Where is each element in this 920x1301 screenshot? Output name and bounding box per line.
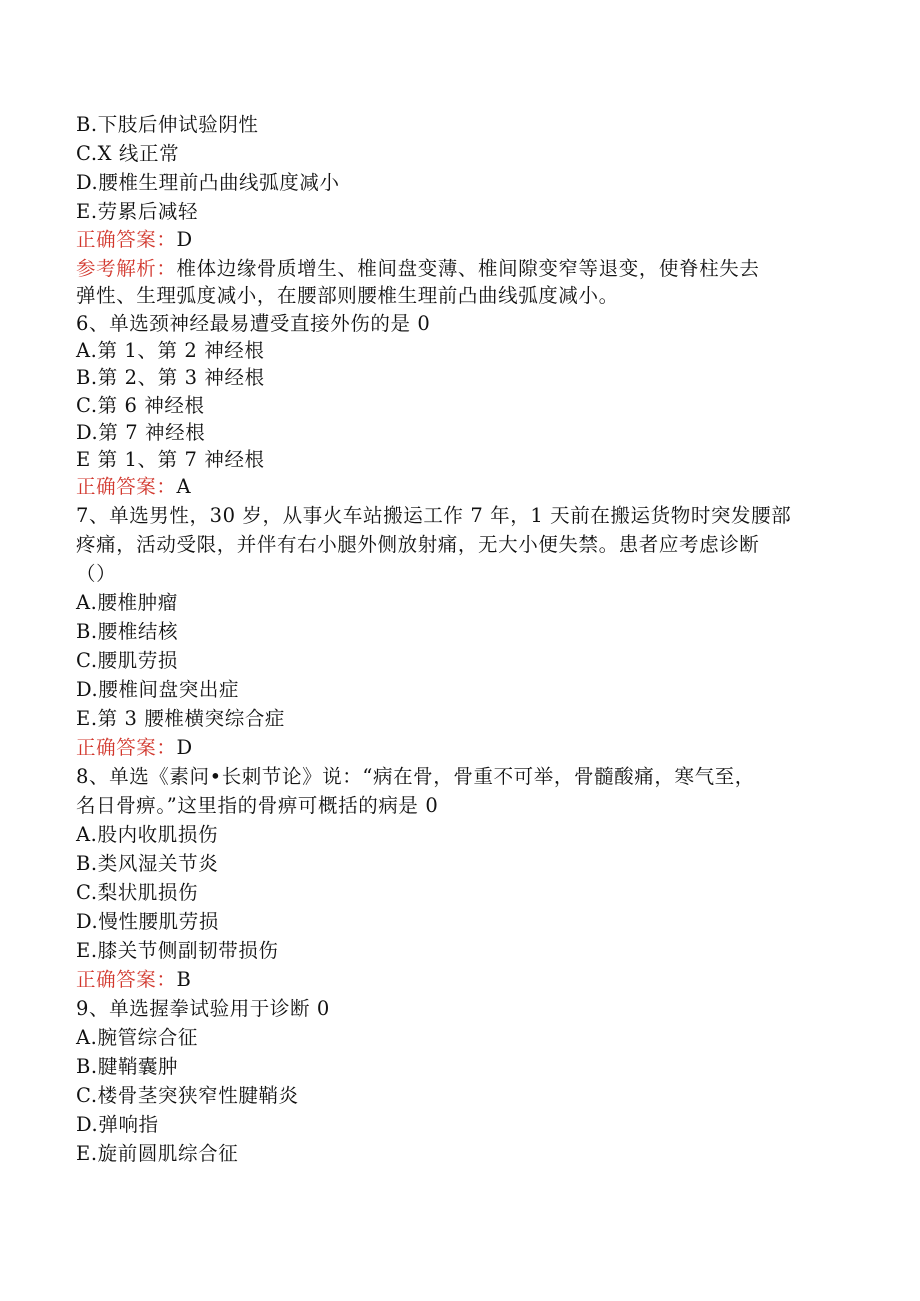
option-line: B.类风湿关节炎 [76, 852, 219, 875]
option-line: E.第 3 腰椎横突综合症 [76, 707, 286, 730]
question-line: 6、单选颈神经最易遭受直接外伤的是 0 [76, 312, 431, 335]
option-line: C.X 线正常 [76, 142, 180, 165]
answer-line [76, 733, 193, 762]
option-line: A.股内收肌损伤 [76, 823, 219, 846]
question-line: （） [76, 562, 117, 585]
option-line: C.腰肌劳损 [76, 649, 179, 672]
option-line: E.劳累后减轻 [76, 200, 199, 223]
option-line: E.膝关节侧副韧带损伤 [76, 939, 279, 962]
explanation-text: 椎体边缘骨质增生、椎间盘变薄、椎间隙变窄等退变，使脊柱失去 [176, 257, 760, 280]
answer-value: B [176, 968, 192, 991]
option-line: B.腱鞘囊肿 [76, 1055, 179, 1078]
option-line: B.腰椎结核 [76, 620, 179, 643]
answer-line [76, 472, 191, 501]
answer-label: 正确答案： [76, 736, 177, 759]
answer-value: A [176, 475, 192, 498]
answer-label: 正确答案： [76, 475, 177, 498]
option-line: B.第 2、第 3 神经根 [76, 366, 265, 389]
explanation-label: 参考解析： [76, 257, 177, 280]
answer-label: 正确答案： [76, 968, 177, 991]
option-line: A.腰椎肿瘤 [76, 591, 178, 614]
option-line: E 第 1、第 7 神经根 [76, 448, 265, 471]
question-line: 9、单选握拳试验用于诊断 0 [76, 997, 330, 1020]
option-line: C.梨状肌损伤 [76, 881, 199, 904]
answer-line [76, 225, 193, 254]
explanation-line [76, 254, 759, 283]
option-line: D.慢性腰肌劳损 [76, 910, 219, 933]
answer-line [76, 965, 191, 994]
question-line: 名日骨痹。”这里指的骨痹可概括的病是 0 [76, 794, 439, 817]
option-line: D.腰椎间盘突出症 [76, 678, 240, 701]
option-line: D.弹响指 [76, 1113, 159, 1136]
option-line: E.旋前圆肌综合征 [76, 1142, 239, 1165]
option-line: A.第 1、第 2 神经根 [76, 339, 265, 362]
answer-value: D [176, 228, 193, 251]
question-line: 疼痛，活动受限，并伴有右小腿外侧放射痛，无大小便失禁。患者应考虑诊断 [76, 533, 760, 556]
question-line: 8、单选《素问•长刺节论》说：“病在骨，骨重不可举，骨髓酸痛，寒气至， [76, 765, 755, 788]
answer-label: 正确答案： [76, 228, 177, 251]
option-line: C.楼骨茎突狭窄性腱鞘炎 [76, 1084, 299, 1107]
option-line: D.腰椎生理前凸曲线弧度减小 [76, 171, 340, 194]
option-line: C.第 6 神经根 [76, 394, 205, 417]
option-line: D.第 7 神经根 [76, 421, 206, 444]
option-line: A.腕管综合征 [76, 1026, 198, 1049]
question-line: 7、单选男性，30 岁，从事火车站搬运工作 7 年，1 天前在搬运货物时突发腰部 [76, 504, 792, 527]
option-line: B.下肢后伸试验阴性 [76, 113, 259, 136]
answer-value: D [176, 736, 193, 759]
explanation-line: 弹性、生理弧度减小，在腰部则腰椎生理前凸曲线弧度减小。 [76, 284, 619, 307]
